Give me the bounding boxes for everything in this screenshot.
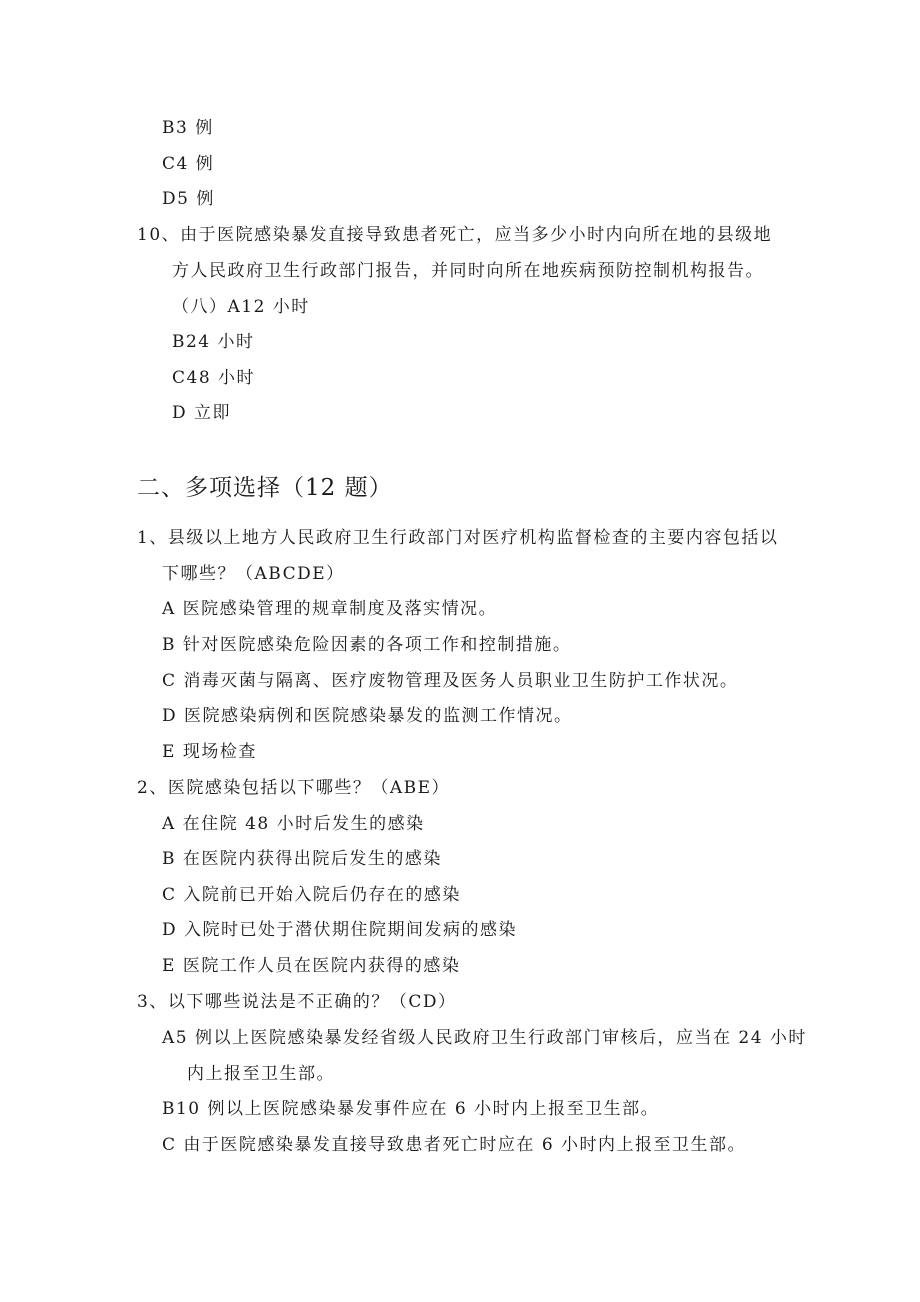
mq2-text: 2、医院感染包括以下哪些？（ABE） — [137, 778, 450, 798]
mq3-option-c: C 由于医院感染暴发直接导致患者死亡时应在 6 小时内上报至卫生部。 — [162, 1135, 747, 1155]
q10-text-line2: 方人民政府卫生行政部门报告，并同时向所在地疾病预防控制机构报告。 — [172, 261, 764, 281]
section-heading: 二、多项选择（12 题） — [137, 475, 393, 501]
mq2-option-a: A 在住院 48 小时后发生的感染 — [162, 814, 425, 834]
mq1-text-line2: 下哪些？（ABCDE） — [162, 564, 345, 584]
mq2-option-e: E 医院工作人员在医院内获得的感染 — [162, 956, 461, 976]
option-b: B3 例 — [162, 118, 214, 138]
mq1-option-d: D 医院感染病例和医院感染暴发的监测工作情况。 — [162, 706, 573, 726]
mq3-text: 3、以下哪些说法是不正确的？（CD） — [137, 992, 457, 1012]
mq2-option-c: C 入院前已开始入院后仍存在的感染 — [162, 885, 461, 905]
q10-option-c: C48 小时 — [172, 368, 256, 388]
mq1-option-a: A 医院感染管理的规章制度及落实情况。 — [162, 599, 498, 619]
mq3-option-a-line2: 内上报至卫生部。 — [187, 1064, 335, 1084]
mq1-text-line1: 1、县级以上地方人民政府卫生行政部门对医疗机构监督检查的主要内容包括以 — [137, 528, 779, 548]
mq2-option-d: D 入院时已处于潜伏期住院期间发病的感染 — [162, 920, 518, 940]
mq1-option-e: E 现场检查 — [162, 742, 257, 762]
q10-option-a: （八）A12 小时 — [172, 297, 310, 317]
mq3-option-a-line1: A5 例以上医院感染暴发经省级人民政府卫生行政部门审核后，应当在 24 小时 — [162, 1028, 807, 1048]
option-d: D5 例 — [162, 189, 215, 209]
mq3-option-b: B10 例以上医院感染暴发事件应在 6 小时内上报至卫生部。 — [162, 1099, 660, 1119]
mq1-option-b: B 针对医院感染危险因素的各项工作和控制措施。 — [162, 635, 572, 655]
q10-text-line1: 10、由于医院感染暴发直接导致患者死亡，应当多少小时内向所在地的县级地 — [137, 225, 773, 245]
q10-option-d: D 立即 — [172, 403, 232, 423]
mq1-option-c: C 消毒灭菌与隔离、医疗废物管理及医务人员职业卫生防护工作状况。 — [162, 671, 739, 691]
q10-option-b: B24 小时 — [172, 332, 255, 352]
mq2-option-b: B 在医院内获得出院后发生的感染 — [162, 849, 442, 869]
option-c: C4 例 — [162, 154, 215, 174]
